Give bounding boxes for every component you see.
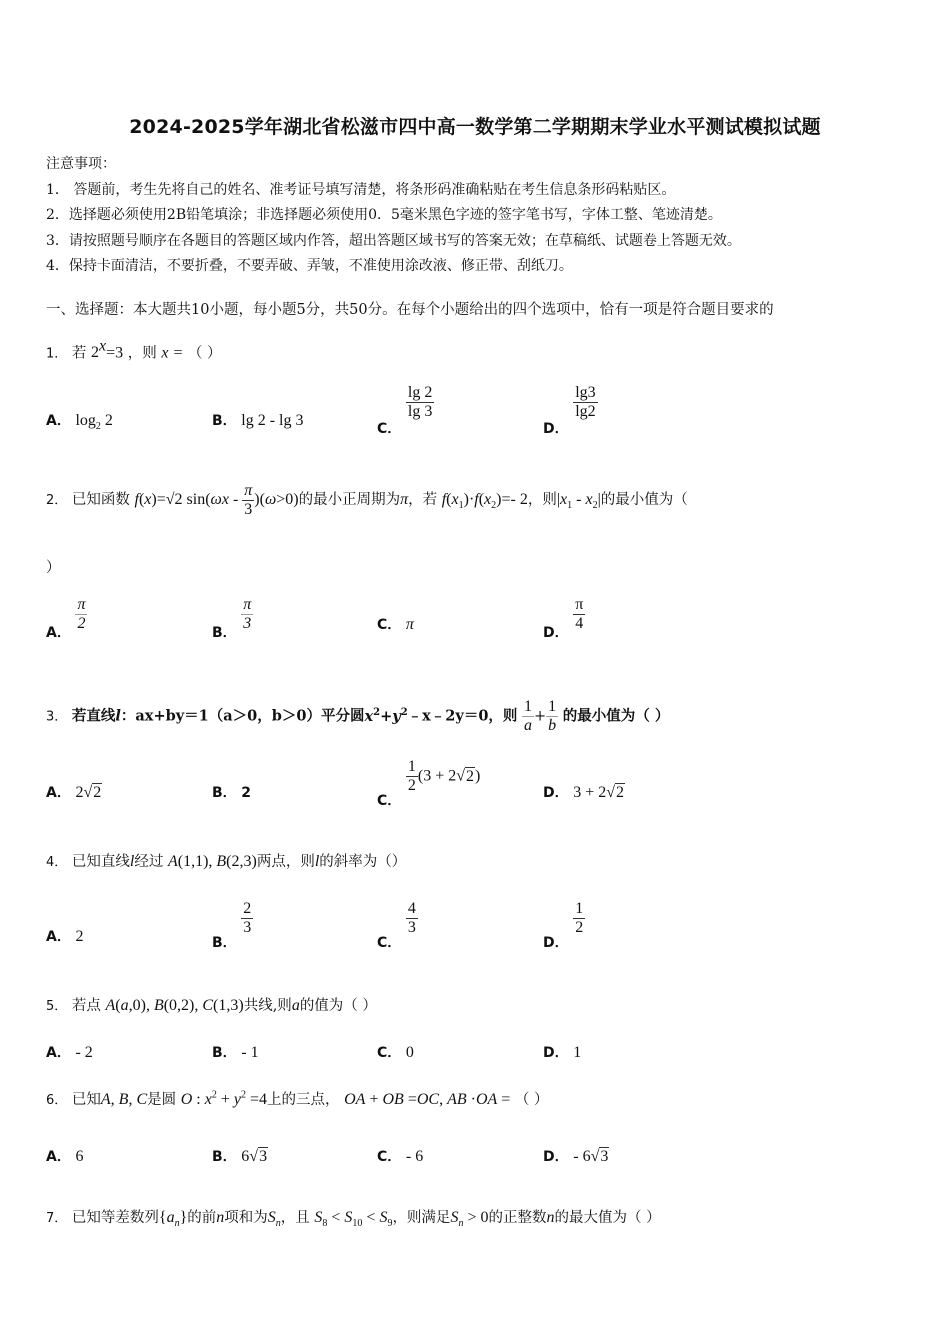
option-a[interactable]: A． $\frac{\pi}{2}$ bbox=[46, 596, 86, 641]
notes-item: 4．保持卡面清洁，不要折叠，不要弄破、弄皱，不准使用涂改液、修正带、刮纸刀。 bbox=[46, 258, 573, 274]
question-7: 7． 已知等差数列$\{a_n\}$的前n项和为$S_n$，且 $S_8 < S_{10} < S_9$，则满足$S_n > 0$的正整数n的最大值为（ ） bbox=[46, 1209, 661, 1230]
notes-item: 3．请按照题号顺序在各题目的答题区域内作答，超出答题区域书写的答案无效；在草稿纸、试题卷上答题无效。 bbox=[46, 232, 741, 249]
math-expression: 2$^x$ bbox=[91, 338, 107, 362]
option-d[interactable]: D． $\frac{1}{2}$ bbox=[543, 900, 584, 951]
option-c[interactable]: C． π bbox=[377, 616, 414, 633]
option-b[interactable]: B． lg 2 - lg 3 bbox=[212, 412, 304, 429]
question-number: 4． bbox=[46, 855, 68, 870]
option-b[interactable]: B． - 1 bbox=[212, 1044, 259, 1061]
option-c[interactable]: C． 0 bbox=[377, 1044, 414, 1061]
question-4: 4． 已知直线l经过 A(1,1), B(2,3)两点，则l的斜率为（） bbox=[46, 853, 407, 870]
question-6: 6． 已知A, B, C是圆 O : $x^2 + y^2 =4$上的三点， OA + OB =OC, AB ·OA = （ ） bbox=[46, 1089, 549, 1108]
option-a[interactable]: A． $\log_2 2$ bbox=[46, 412, 113, 433]
question-number: 2． bbox=[46, 493, 68, 509]
math-expression: $S_8 < S_{10} < S_9$ bbox=[314, 1209, 393, 1230]
math-expression: $|x_1 - x_2|$ bbox=[556, 491, 601, 512]
math-expression: OA bbox=[344, 1091, 366, 1108]
option-a[interactable]: A． 2 bbox=[46, 928, 84, 945]
option-d[interactable]: D． - 6√3 bbox=[543, 1148, 609, 1165]
question-1: 1． 若 $2^x=3$ ，则 x = （ ） bbox=[46, 338, 222, 362]
option-a[interactable]: A． 2√2 bbox=[46, 784, 102, 801]
question-number: 6． bbox=[46, 1093, 68, 1108]
math-expression: A(a,0), B(0,2), C(1,3) bbox=[105, 997, 244, 1014]
option-d[interactable]: D． $\frac{\lg 3}{\lg 2}$ bbox=[543, 384, 596, 437]
notes-block bbox=[46, 152, 916, 280]
question-2: 2． 已知函数 f(x)=√2 sin(ωx - $\frac{\pi}{3}$ )(ω>0)的最小正周期为π，若 $f(x_1)\cdot f(x_2)=-$ 2，则$|x_1 - x_2|$的最小值为（ bbox=[46, 482, 688, 518]
option-b[interactable]: B． 6√3 bbox=[212, 1148, 268, 1165]
math-expression: $f(x_1)\cdot f(x_2)=-$ 2 bbox=[441, 491, 528, 512]
option-a[interactable]: A． - 2 bbox=[46, 1044, 93, 1061]
math-expression: A(1,1), B(2,3) bbox=[167, 853, 257, 870]
option-a[interactable]: A． 6 bbox=[46, 1148, 84, 1165]
math-expression: x = bbox=[161, 344, 184, 362]
question-number: 5． bbox=[46, 999, 68, 1014]
question-2-close: ） bbox=[46, 560, 61, 576]
math-expression: O : $x^2 + y^2 =4$ bbox=[180, 1089, 268, 1108]
option-c[interactable]: C． $\frac{1}{2}$ (3 + 2√2) bbox=[377, 758, 481, 809]
math-expression: $\frac{1}{a}$ bbox=[524, 698, 533, 734]
option-d[interactable]: D． $\frac{\pi}{4}$ bbox=[543, 596, 584, 641]
option-c[interactable]: C． - 6 bbox=[377, 1148, 424, 1165]
question-number: 1． bbox=[46, 346, 68, 362]
notes-heading: 注意事项： bbox=[46, 156, 116, 172]
question-number: 7． bbox=[46, 1211, 68, 1226]
option-b[interactable]: B． $\frac{\pi}{3}$ bbox=[212, 596, 252, 641]
question-number: 3． bbox=[46, 709, 68, 725]
section-heading: 一、选择题：本大题共10小题，每小题5分，共50分。在每个小题给出的四个选项中，恰有一项是符合题目要求的 bbox=[46, 302, 774, 318]
option-b[interactable]: B． $\frac{2}{3}$ bbox=[212, 900, 252, 951]
option-b[interactable]: B． 2 bbox=[212, 785, 252, 801]
option-c[interactable]: C． $\frac{\lg 2}{\lg 3}$ bbox=[377, 384, 433, 437]
option-c[interactable]: C． $\frac{4}{3}$ bbox=[377, 900, 416, 951]
option-d[interactable]: D． 3 + 2√2 bbox=[543, 784, 625, 801]
notes-item: 1． 答题前，考生先将自己的姓名、准考证号填写清楚，将条形码准确粘贴在考生信息条形码粘贴区。 bbox=[46, 181, 676, 198]
question-5: 5． 若点 A(a,0), B(0,2), C(1,3)共线,则a的值为（ ） bbox=[46, 997, 377, 1014]
notes-item: 2．选择题必须使用2B铅笔填涂；非选择题必须使用0．5毫米黑色字迹的签字笔书写，字体工整、笔迹清楚。 bbox=[46, 207, 722, 223]
math-expression: f(x)=√2 sin(ωx - $\frac{\pi}{3}$ )(ω>0) bbox=[134, 482, 299, 518]
page-title: 2024-2025学年湖北省松滋市四中高一数学第二学期期末学业水平测试模拟试题 bbox=[129, 116, 821, 138]
option-d[interactable]: D． 1 bbox=[543, 1044, 582, 1061]
question-3: 3． 若直线l：ax+by＝1（a＞0，b＞0）平分圆$x^2+y^2﹣x﹣2y=0$，则 $\frac{1}{a}$ + $\frac{1}{b}$ 的最小值为（ ） bbox=[46, 698, 670, 734]
